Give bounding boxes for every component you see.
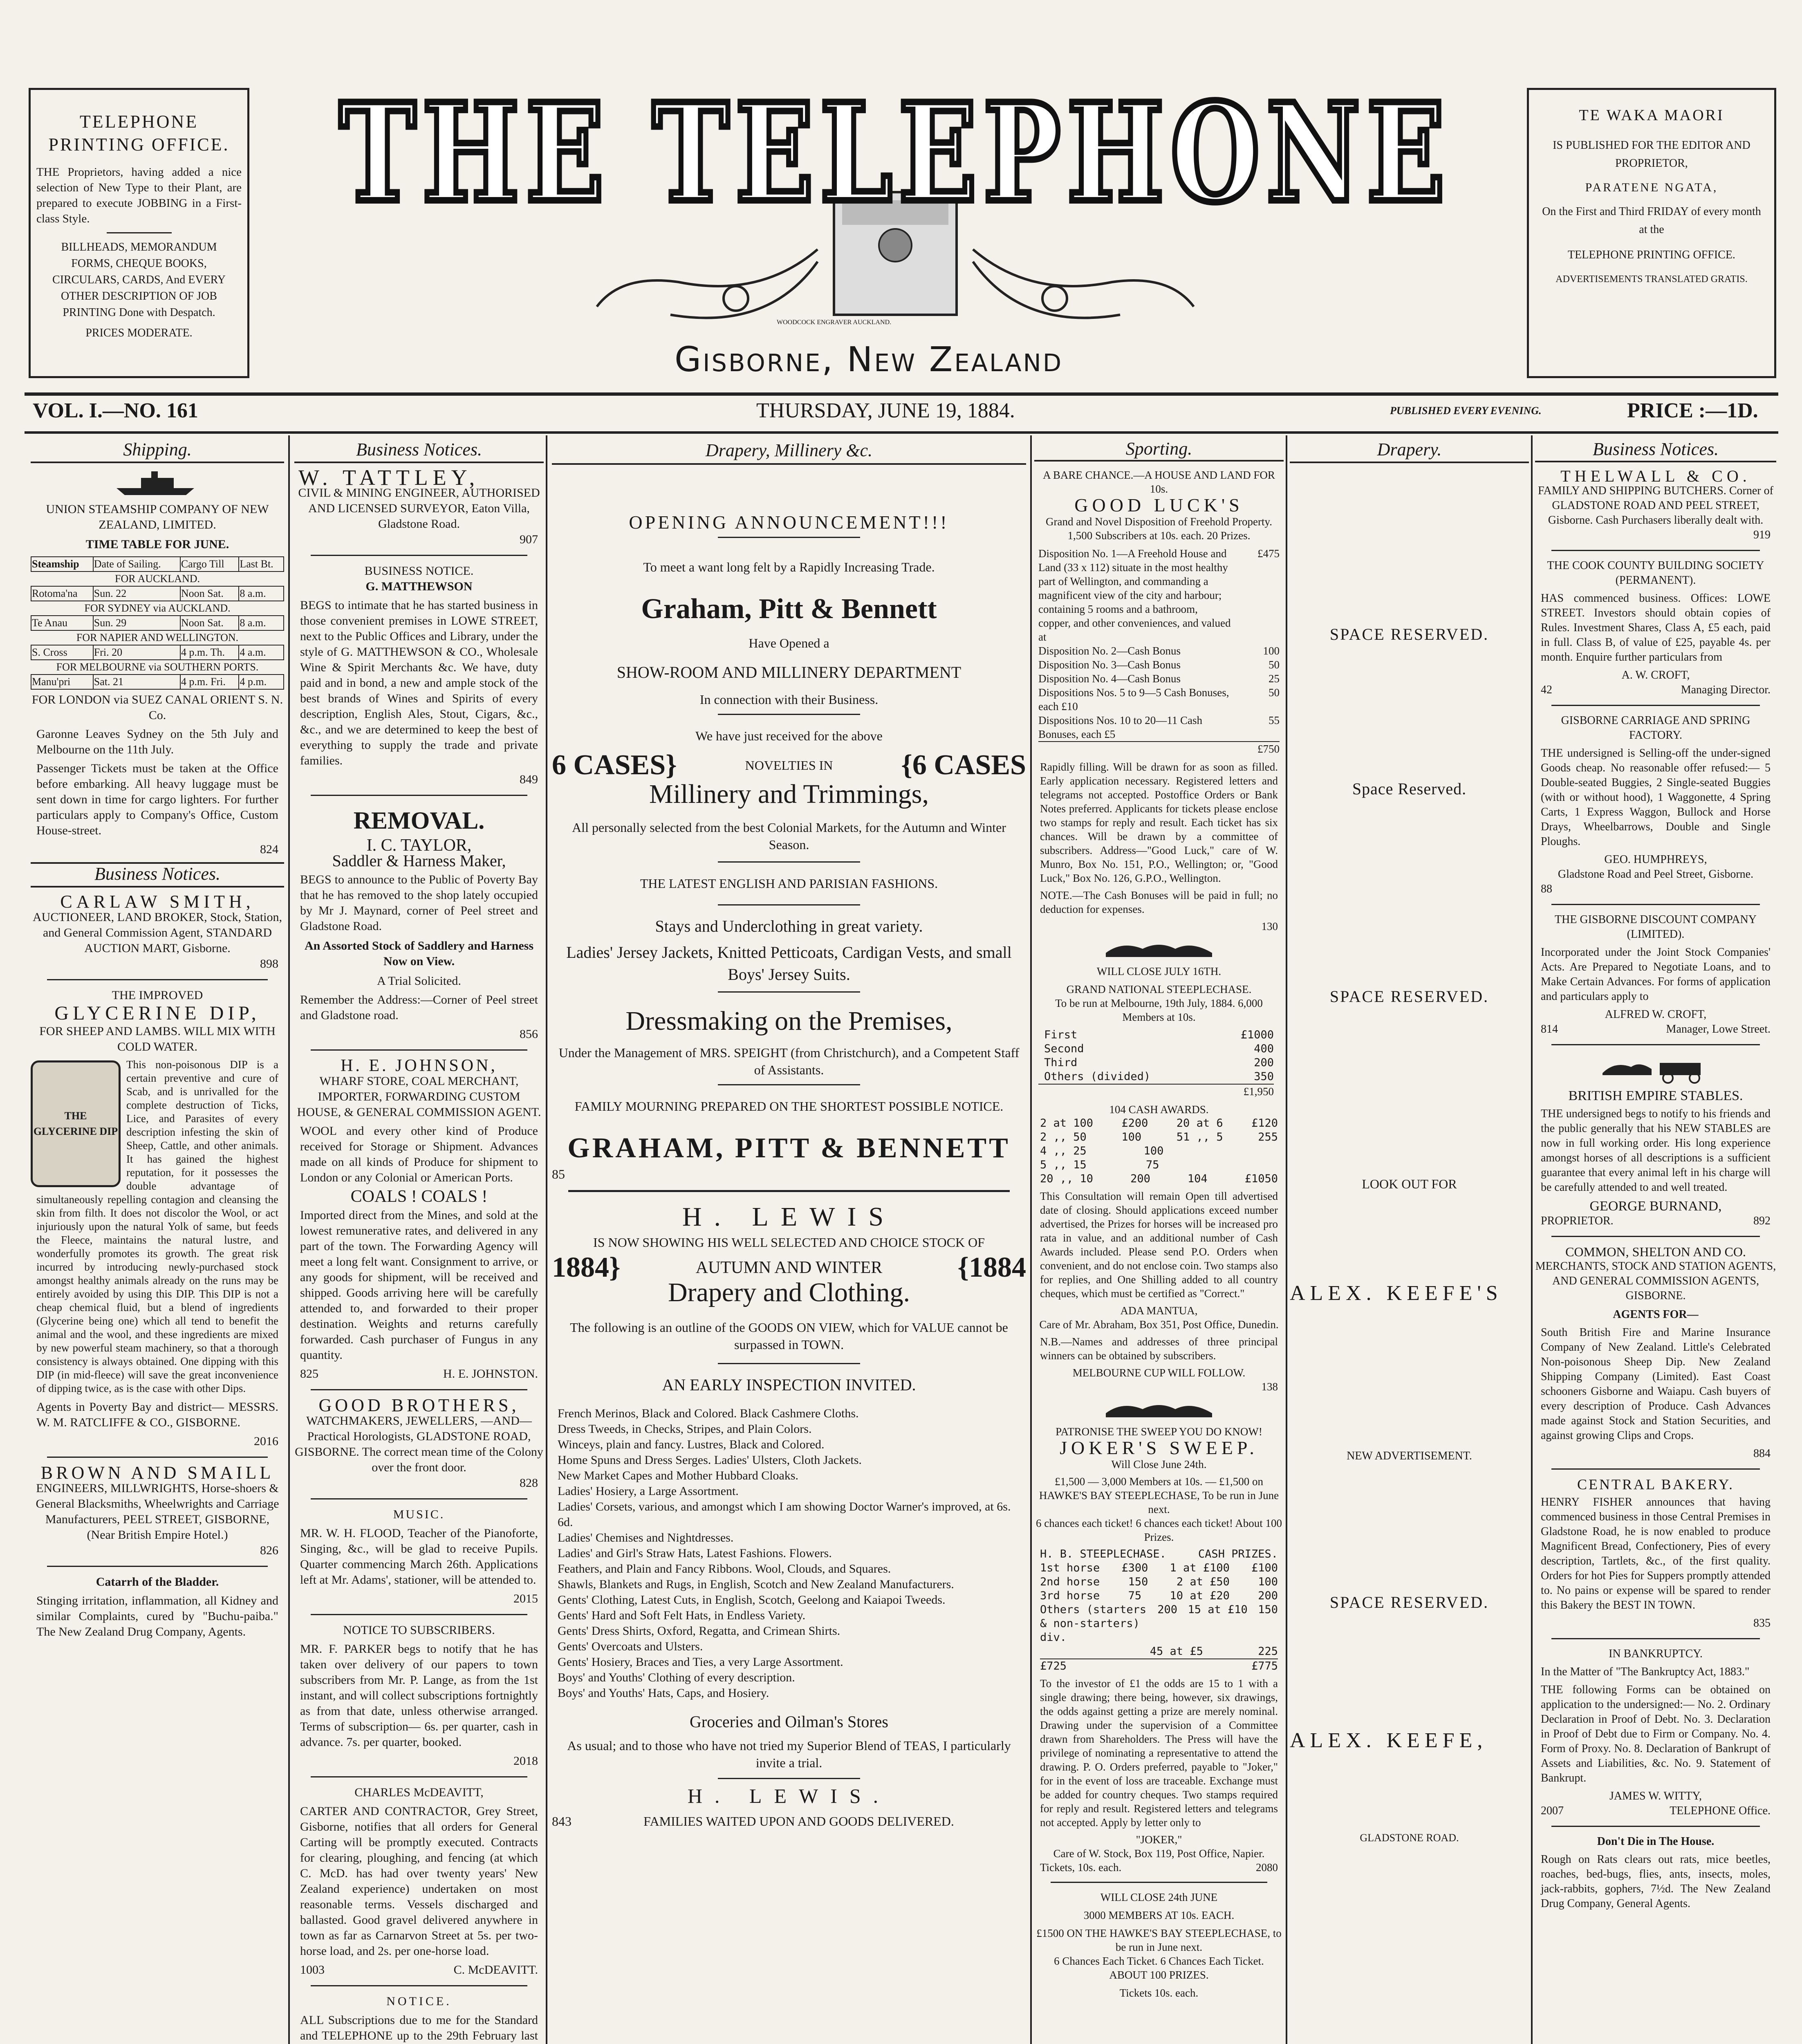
space-reserved-2: Space Reserved. — [1352, 780, 1467, 798]
column-business-notices-2: Business Notices. THELWALL & CO. FAMILY AND SHIPPING BUTCHERS. Corner of GLADSTONE ROAD AND PEEL STREET, Gisborne. Cash Purchasers liberally dealt with. 919 THE COOK COUNTY BUILDING SOCIETY (PERMANENT). HAS commenced business. Offices: LOWE STREET. Investors should obtain copies of Rules. Investment Shares, Class A, £5 each, paid in full. Class B, of value of £25, payable 4s. per month. Enquire further particulars from A. W. CROFT, 42 Managing Director. GISBORNE CARRIAGE AND SPRING FACTORY. THE undersigned is Selling-off the under-signed Goods cheap. No reasonable offer refused:— 5 Double-seated Buggies, 2 Single-seated Buggies (with or without hood), 1 Waggonette, 4 Spring Carts, 1 Express Waggon, Bullock and Horse Drays, Wheelbarrows, Double and Single Ploughs. GEO. HUMPHREYS, Gladstone Road and Peel Street, Gisborne. 88 THE GISBORNE DISCOUNT COMPANY (LIMITED). Incorporated under the Joint Stock Companies' Acts. Are Prepared to Negotiate Loans, and to Make Certain Advances. For forms of application and particulars apply to ALFRED W. CROFT, 814 Manager, Lowe Street. BRITISH EMPIRE STABLES. THE undersigned begs to notify to his friends and the public generally that his NEW STABLES are now in full working order. His long experience amongst horses of all descriptions is a sufficient guarantee that every animal left in his charge will be carefully attended to and well treated. GEORGE BURNAND, PROPRIETOR. 892 COMMON, SHELTON AND CO. MERCHANTS, STOCK AND STATION AGENTS, AND GENERAL COMMISSION AGENTS, GISBORNE. AGENTS FOR— South British Fire and Marine Insurance Company of New Zealand. Little's Celebrated Non-poisonous Sheep Dip. New Zealand Shipping Company (Limited). East Coast schooners Gisborne and Waiapu. Cash buyers of every description of Produce. Cash Advances made against Stock and Station Securities, and against growing Clips and Crops. 884 CENTRAL BAKERY. HENRY FISHER announces that having commenced business in those Central Premises in Gladstone Road, he is now enabled to produce Magnificent Bread, Confectionery, Pies of every description, Tartlets, &c., of the first quality. Orders for hot Pies for Suppers promptly attended to. No pains or expense will be spared to render this Bakery the BEST IN TOWN. 835 IN BANKRUPTCY. In the Matter of "The Bankruptcy Act, 1883." THE following Forms can be obtained on application to the undersigned:— No. 2. Ordinary Declaration in Proof of Debt. No. 3. Declaration in Proof of Debt due to Firm or Company. No. 4. Form of Proxy. No. 8. Declaration of Bankrupt of Assets and Liabilities, &c. No. 9. Statement of Bankrupt. JAMES W. WITTY, 2007 TELEPHONE Office. Don't Die in The House. Rough on Rats clears out rats, mice beetles, roaches, bed-bugs, flies, ants, insects, moles, jack-rabbits, gophers, 7½d. The New Zealand Drug Company, General Agents. — [1535, 439, 1776, 1910]
masthead-place: Gisborne, New Zealand — [675, 339, 1063, 379]
graham-pitt-bennett-footer: GRAHAM, PITT & BENNETT — [567, 1132, 1011, 1164]
business-notices-header-1: Business Notices. — [31, 862, 284, 888]
column-sporting: Sporting. A BARE CHANCE.—A HOUSE AND LAND FOR 10s. GOOD LUCK'S Grand and Novel Disposition of Freehold Property. 1,500 Subscribers at 10s. each. 20 Prizes. Disposition No. 1—A Freehold House and Land (33 x 112) situate in the most healthy part of Wellington, and commanding a magnificent view of the city and harbour; containing 5 rooms and a bathroom, copper, and other conveniences, and valued at £475 Disposition No. 2—Cash Bonus 100 Disposition No. 3—Cash Bonus 50 Disposition No. 4—Cash Bonus 25 Dispositions Nos. 5 to 9—5 Cash Bonuses, each £10 50 Dispositions Nos. 10 to 20—11 Cash Bonuses, each £5 55 £750 Rapidly filling. Will be drawn for as soon as filled. Early application necessary. Registered letters and telegrams not accepted. Postoffice Orders or Bank Notes preferred. Applicants for tickets please enclose two stamps for reply and result. Each ticket has six chances. Will be drawn by a committee of subscribers. Address—"Good Luck," care of W. Munro, Box No. 151, P.O., Wellington; or, "Good Luck," Box No. 126, G.P.O., Wellington. NOTE.—The Cash Bonuses will be paid in full; no deduction for expenses. 130 WILL CLOSE JULY 16TH. GRAND NATIONAL STEEPLECHASE. To be run at Melbourne, 19th July, 1884. 6,000 Members at 10s. First £1000 Second 400 Third 200 Others (divided) 350 £1,950 104 CASH AWARDS. 2 at 100 £200 20 at 6 £120 2 ,, 50 100 51 ,, 5 255 4 ,, 25 100 5 ,, 15 75 20 ,, 10 200 104 £1050 This Consultation will remain Open till advertised date of closing. Should applications exceed number advertised, the Prizes for horses will be increased pro rata in value, and an additional number of Cash Awards included. Please send P.O. Orders when convenient, and do not enclose coin. Two stamps also for replies, and One Shilling added to all country cheques, which must be certified as "Correct." ADA MANTUA, Care of Mr. Abraham, Box 351, Post Office, Dunedin. N.B.—Names and addresses of three principal winners can be obtained by subscribers. MELBOURNE CUP WILL FOLLOW. 138 PATRONISE THE SWEEP YOU DO KNOW! JOKER'S SWEEP. Will Close June 24th. £1,500 — 3,000 Members at 10s. — £1,500 on HAWKE'S BAY STEEPLECHASE, To be run in June next. 6 chances each ticket! 6 chances each ticket! About 100 Prizes. H. B. STEEPLECHASE. CASH PRIZES. 1st horse £300 1 at £100 £100 2nd horse 150 2 at £50 100 3rd horse 75 10 at £20 200 Others (starters & non-starters) div. 200 15 at £10 150 45 at £5 225 £725 £775 To the investor of £1 the odds are 15 to 1 with a single drawing; there being, however, six drawings, the odds against getting a prize are merely nominal. Drawing under the supervision of a Committee drawn from Shareholders. The Press will have the privilege of nominating a representative to attend the drawing. P. O. Orders preferred, payable to "Joker," for in the event of loss are traceable. Exchange must be added for country cheques. Two stamps required for reply and result. Registered letters and telegrams not accepted. Apply by letter only to "JOKER," Care of W. Stock, Box 119, Post Office, Napier. Tickets, 10s. each. 2080 WILL CLOSE 24th JUNE 3000 MEMBERS AT 10s. EACH. £1500 ON THE HAWKE'S BAY STEEPLECHASE, to be run in June next. 6 Chances Each Ticket. 6 Chances Each Ticket. ABOUT 100 PRIZES. Tickets 10s. each. — [1034, 439, 1284, 2044]
waka-maori-title: TE WAKA MAORI — [1579, 107, 1724, 124]
alex-keefe-2: ALEX. KEEFE, — [1290, 1729, 1488, 1752]
printing-office-box — [29, 88, 249, 378]
masthead-wordmark: THE TELEPHONE — [339, 74, 1451, 232]
column-shipping: Shipping. UNION STEAMSHIP COMPANY OF NEW ZEALAND, LIMITED. TIME TABLE FOR JUNE. Steamship Date of Sailing. Cargo Till Last Bt. FOR AUCKLAND. Rotoma'na Sun. 22 Noon Sat. 8 a.m. FOR SYDNEY via AUCKLAND. Te Anau Sun. 29 Noon Sat. 8 a.m. FOR NAPIER AND WELLINGTON. S. Cross Fri. 20 4 p.m. Th. 4 a.m. FOR MELBOURNE via SOUTHERN PORTS. Manu'pri Sat. 21 4 p.m. Fri. 4 p.m. FOR LONDON via SUEZ CANAL ORIENT S. N. Co. Garonne Leaves Sydney on the 5th July and Melbourne on the 11th July. Passenger Tickets must be taken at the Office before embarking. All heavy luggage must be sent down in time for cargo lighters. For further particulars apply to Company's Office, Custom House-street. 824 Business Notices. CARLAW SMITH, AUCTIONEER, LAND BROKER, Stock, Station, and General Commission Agent, STANDARD AUCTION MART, Gisborne. 898 THE IMPROVED GLYCERINE DIP, FOR SHEEP AND LAMBS. WILL MIX WITH COLD WATER. THE GLYCERINE DIP This non-poisonous DIP is a certain preventive and cure of Scab, and is unrivalled for the complete destruction of Ticks, Lice, and Parasites of every description infesting the skin of Sheep, Cattle, and other animals. It has gained the highest reputation, for it possesses the double advantage of simultaneously repelling contagion and cleansing the skin from filth. It does not discolor the Wool, or act injuriously upon the natural Yolk of same, but feeds the Fleece, maintains the natural lustre, and wonderfully promotes its growth. The great risk incurred by introducing newly-purchased stock amongst healthy animals already on the runs may be entirely avoided by using this DIP. This DIP is not a cheap chemical fluid, but a blend of ingredients (Glycerine being one) which all tend to benefit the animal and the wool, and these ingredients are mixed by new powerful steam machinery, so that a thorough consistency is always obtained. One dipping with this DIP (in mid-fleece) will save the great inconvenience of dipping twice, as is the case with other Dips. Agents in Poverty Bay and district— MESSRS. W. M. RATCLIFFE & CO., GISBORNE. 2016 BROWN AND SMAILL ENGINEERS, MILLWRIGHTS, Horse-shoers & General Blacksmiths, Wheelwrights and Carriage Manufacturers, PEEL STREET, GISBORNE, (Near British Empire Hotel.) 826 Catarrh of the Bladder. Stinging irritation, inflammation, all Kidney and similar Complaints, cured by "Buchu-paiba." The New Zealand Drug Company, Agents. — [31, 439, 284, 2044]
printing-office-prices: PRICES MODERATE. — [85, 327, 193, 339]
waka-maori-box: TE WAKA MAORI IS PUBLISHED FOR THE EDITOR AND PROPRIETOR, PARATENE NGATA, On the First and Third FRIDAY of every month at the TELEPHONE PRINTING OFFICE. ADVERTISEMENTS TRANSLATED GRATIS. — [1527, 88, 1776, 378]
goods-list: French Merinos, Black and Colored. Black Cashmere Cloths. Dress Tweeds, in Checks, Stripes, and Plain Colors. Winceys, plain and fancy. Lustres, Black and Colored. Home Spuns and Dress Serges. Ladies' Ulsters, Cloth Jackets. New Market Capes and Mother Hubbard Cloaks. Ladies' Hosiery, a Large Assortment. Ladies' Corsets, various, and amongst which I am showing Doctor Warner's improved, at 6s. 6d. Ladies' Chemises and Nightdresses. Ladies' and Girl's Straw Hats, Latest Fashions. Flowers. Feathers, and Plain and Fancy Ribbons. Wool, Clouds, and Squares. Shawls, Blankets and Rugs, in English, Scotch and New Zealand Manufacturers. Gents' Clothing, Latest Cuts, in English, Scotch, Geelong and Kaiapoi Tweeds. Gents' Hard and Soft Felt Hats, in Endless Variety. Gents' Dress Shirts, Oxford, Regatta, and Crimean Shirts. Gents' Overcoats and Ulsters. Gents' Hosiery, Braces and Ties, a very Large Assortment. Boys' and Youths' Clothing of every description. Boys' and Youths' Hats, Caps, and Hosiery. — [558, 1407, 1011, 1700]
column-business-notices: Business Notices. W. TATTLEY, CIVIL & MINING ENGINEER, AUTHORISED AND LICENSED SURVEYOR, Eaton Villa, Gladstone Road. 907 BUSINESS NOTICE. G. MATTHEWSON BEGS to intimate that he has started business in those convenient premises in LOWE STREET, next to the Public Offices and Library, under the style of G. MATTHEWSON & CO., Wholesale Wine & Spirit Merchants &c. We have, duty paid and in bond, a new and ample stock of the best brands of Wines and Spirits of every description, English Ales, Stout, Cigars, &c., &c., and we are determined to keep the best of everything to supply the trade and private families. 849 REMOVAL. I. C. TAYLOR, Saddler & Harness Maker, BEGS to announce to the Public of Poverty Bay that he has removed to the shop lately occupied by Mr J. Maynard, corner of Peel street and Gladstone Road. An Assorted Stock of Saddlery and Harness Now on View. A Trial Solicited. Remember the Address:—Corner of Peel street and Gladstone road. 856 H. E. JOHNSON, WHARF STORE, COAL MERCHANT, IMPORTER, FORWARDING CUSTOM HOUSE, & GENERAL COMMISSION AGENT. WOOL and every other kind of Produce received for Storage or Shipment. Advances made on all kinds of Produce for shipment to London or any Colonial or American Ports. COALS ! COALS ! Imported direct from the Mines, and sold at the lowest remunerative rates, and delivered in any part of the town. The Forwarding Agency will meet a long felt want. Consignment to arrive, or any goods for shipment, will be received and shipped. Goods arriving here will be carefully attended to, and forwarded to their proper destination. Weights and returns carefully forwarded. Cash purchaser of Fungus in any quantity. 825 H. E. JOHNSTON. GOOD BROTHERS, WATCHMAKERS, JEWELLERS, —AND— Practical Horologists, GLADSTONE ROAD, GISBORNE. The correct mean time of the Colony over the front door. 828 MUSIC. MR. W. H. FLOOD, Teacher of the Pianoforte, Singing, &c., will be glad to receive Pupils. Quarter commencing March 26th. Applications left at Mr. Adams', stationer, will be attended to. 2015 NOTICE TO SUBSCRIBERS. MR. F. PARKER begs to notify that he has taken over delivery of our papers to town subscribers from Mr. P. Lange, as from the 1st instant, and will collect subscriptions fortnightly as from that date, unless otherwise arranged. Terms of subscription— 6s. per quarter, cash in advance. 7s. per quarter, booked. 2018 CHARLES McDEAVITT, CARTER AND CONTRACTOR, Grey Street, Gisborne, notifies that all orders for General Carting will be promptly executed. Contracts for clearing, ploughing, and fencing (at which C. McD. has had over twenty years' New Zealand experience) undertaken on most reasonable terms. Vessels discharged and ballasted. Good gravel delivered anywhere in town as far as Carnarvon Street at 5s. per two-horse load, and 2s. per one-horse load. 1003 C. McDEAVITT. NOTICE. ALL Subscriptions due to me for the Standard and TELEPHONE up to the 29th February last — [295, 439, 543, 2042]
printing-office-intro: THE Proprietors, having added a nice selection of New Type to their Plant, are prepared to execute JOBBING in a First-class Style. — [36, 166, 242, 225]
column-drapery: Drapery. SPACE RESERVED. Space Reserved. SPACE RESERVED. LOOK OUT FOR ALEX. KEEFE'S NEW ADVERTISEMENT. SPACE RESERVED. ALEX. KEEFE, GLADSTONE ROAD. — [1290, 439, 1529, 2044]
price: PRICE :—1D. — [1627, 399, 1758, 422]
horse-carriage-icon — [1594, 1053, 1717, 1085]
glycerine-dip-tin: THE GLYCERINE DIP — [31, 1060, 121, 1187]
space-reserved-4: SPACE RESERVED. — [1329, 1593, 1489, 1611]
issue-date: THURSDAY, JUNE 19, 1884. — [756, 399, 1015, 422]
disposition-list: Disposition No. 1—A Freehold House and Land (33 x 112) situate in the most healthy part of Wellington, and commanding a magnificent view of the city and harbour; containing 5 rooms and a bathroom, copper, and other conveniences, and valued at £475 Disposition No. 2—Cash Bonus 100 Disposition No. 3—Cash Bonus 50 Disposition No. 4—Cash Bonus 25 Dispositions Nos. 5 to 9—5 Cash Bonuses, each £10 50 Dispositions Nos. 10 to 20—11 Cash Bonuses, each £5 55 £750 — [1038, 547, 1280, 755]
masthead-title — [311, 69, 1480, 356]
alex-keefe-1: ALEX. KEEFE'S — [1290, 1282, 1503, 1305]
shipping-header: Shipping. — [31, 439, 284, 463]
engraver-credit: WOODCOCK ENGRAVER AUCKLAND. — [777, 319, 892, 326]
horse-race-icon-2 — [1098, 1397, 1220, 1421]
timetable: Steamship Date of Sailing. Cargo Till Last Bt. FOR AUCKLAND. Rotoma'na Sun. 22 Noon Sat. 8 a.m. FOR SYDNEY via AUCKLAND. Te Anau Sun. 29 Noon Sat. 8 a.m. FOR NAPIER AND WELLINGTON. S. Cross Fri. 20 4 p.m. Th. 4 a.m. FOR MELBOURNE via SOUTHERN PORTS. Manu'pri Sat. 21 4 p.m. Fri. 4 p.m. — [31, 556, 284, 690]
steamship-icon — [112, 470, 202, 498]
lewis-title: H. LEWIS — [682, 1202, 896, 1232]
printing-office-title: TELEPHONE PRINTING OFFICE. — [48, 112, 230, 155]
masthead-bottom-rule — [25, 431, 1778, 434]
masthead-top-rule — [25, 392, 1778, 396]
graham-pitt-bennett-title: Graham, Pitt & Bennett — [641, 593, 937, 625]
published-every: PUBLISHED EVERY EVENING. — [1390, 405, 1542, 417]
space-reserved-1: SPACE RESERVED. — [1329, 625, 1489, 643]
column-drapery-millinery: Drapery, Millinery &c. OPENING ANNOUNCEMENT!!! To meet a want long felt by a Rapidly Increasing Trade. Graham, Pitt & Bennett Have Opened a SHOW-ROOM AND MILLINERY DEPARTMENT In connection with their Business. We have just received for the above 6 CASES} NOVELTIES IN {6 CASES Millinery and Trimmings, All personally selected from the best Colonial Markets, for the Autumn and Winter Season. THE LATEST ENGLISH AND PARISIAN FASHIONS. Stays and Underclothing in great variety. Ladies' Jersey Jackets, Knitted Petticoats, Cardigan Vests, and small Boys' Jersey Suits. Dressmaking on the Premises, Under the Management of MRS. SPEIGHT (from Christchurch), and a Competent Staff of Assistants. FAMILY MOURNING PREPARED ON THE SHORTEST POSSIBLE NOTICE. GRAHAM, PITT & BENNETT 85 H. LEWIS IS NOW SHOWING HIS WELL SELECTED AND CHOICE STOCK OF 1884} AUTUMN AND WINTER {1884 Drapery and Clothing. The following is an outline of the GOODS ON VIEW, which for VALUE cannot be surpassed in TOWN. AN EARLY INSPECTION INVITED. French Merinos, Black and Colored. Black Cashmere Cloths. Dress Tweeds, in Checks, Stripes, and Plain Colors. Winceys, plain and fancy. Lustres, Black and Colored. Home Spuns and Dress Serges. Ladies' Ulsters, Cloth Jackets. New Market Capes and Mother Hubbard Cloaks. Ladies' Hosiery, a Large Assortment. Ladies' Corsets, various, and amongst which I am showing Doctor Warner's improved, at 6s. 6d. Ladies' Chemises and Nightdresses. Ladies' and Girl's Straw Hats, Latest Fashions. Flowers. Feathers, and Plain and Fancy Ribbons. Wool, Clouds, and Squares. Shawls, Blankets and Rugs, in English, Scotch and New Zealand Manufacturers. Gents' Clothing, Latest Cuts, in English, Scotch, Geelong and Kaiapoi Tweeds. Gents' Hard and Soft Felt Hats, in Endless Variety. Gents' Dress Shirts, Oxford, Regatta, and Crimean Shirts. Gents' Overcoats and Ulsters. Gents' Hosiery, Braces and Ties, a very Large Assortment. Boys' and Youths' Clothing of every description. Boys' and Youths' Hats, Caps, and Hosiery. Groceries and Oilman's Stores As usual; and to those who have not tried my Superior Blend of TEAS, I particularly invite a trial. H. LEWIS. 843 FAMILIES WAITED UPON AND GOODS DELIVERED. — [552, 440, 1026, 1829]
horse-race-icon — [1098, 937, 1220, 961]
printing-office-items: BILLHEADS, MEMORANDUM FORMS, CHEQUE BOOKS, CIRCULARS, CARDS, And EVERY OTHER DESCRIPTION OF JOB PRINTING Done with Despatch. — [52, 241, 226, 319]
masthead-lettering — [311, 69, 1480, 356]
volume-number: VOL. I.—NO. 161 — [33, 399, 198, 422]
space-reserved-3: SPACE RESERVED. — [1329, 987, 1489, 1006]
